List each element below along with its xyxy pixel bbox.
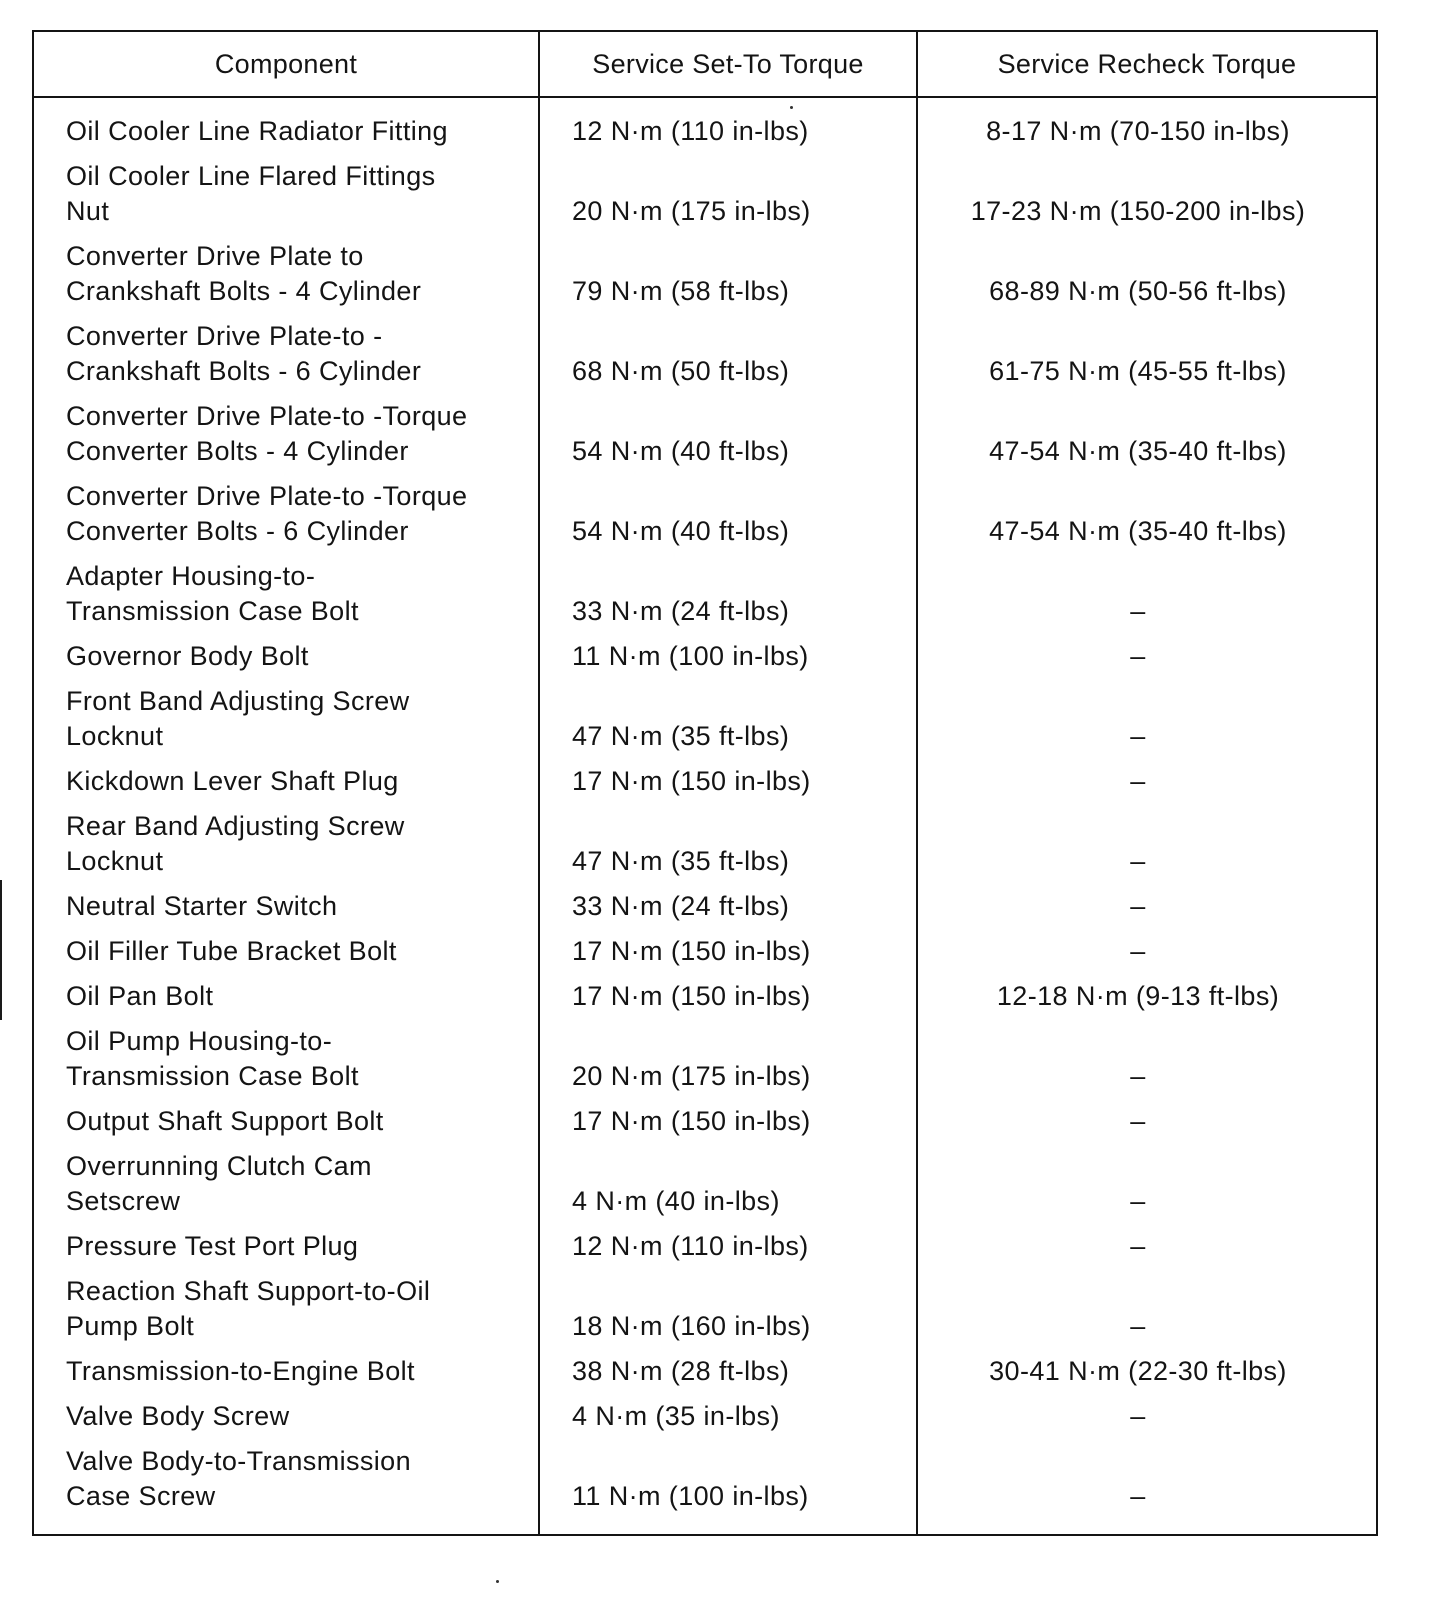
set-to-torque-cell: 4 N·m (40 in-lbs) bbox=[539, 1144, 917, 1224]
recheck-torque-cell: – bbox=[917, 884, 1377, 929]
component-cell bbox=[33, 234, 539, 314]
component-cell bbox=[33, 1349, 539, 1394]
component-name-line: Reaction Shaft Support-to-Oil bbox=[66, 1276, 431, 1306]
component-name-line: Crankshaft Bolts - 6 Cylinder bbox=[66, 356, 422, 386]
table-header bbox=[33, 31, 1377, 97]
table-row bbox=[33, 634, 1377, 679]
component-cell bbox=[33, 634, 539, 679]
table-row bbox=[33, 974, 1377, 1019]
component-name-line: Front Band Adjusting Screw bbox=[66, 686, 410, 716]
component-cell bbox=[33, 759, 539, 804]
component-name-line: Overrunning Clutch Cam bbox=[66, 1151, 372, 1181]
component-cell bbox=[33, 314, 539, 394]
recheck-torque-cell: – bbox=[917, 1439, 1377, 1535]
component-name-line: Adapter Housing-to- bbox=[66, 561, 316, 591]
table-row bbox=[33, 97, 1377, 154]
set-to-torque-cell: 33 N·m (24 ft-lbs) bbox=[539, 554, 917, 634]
set-to-torque-cell: 17 N·m (150 in-lbs) bbox=[539, 929, 917, 974]
set-to-torque-cell: 54 N·m (40 ft-lbs) bbox=[539, 394, 917, 474]
table-row bbox=[33, 234, 1377, 314]
recheck-torque-cell: – bbox=[917, 929, 1377, 974]
set-to-torque-cell: 17 N·m (150 in-lbs) bbox=[539, 1099, 917, 1144]
component-cell bbox=[33, 1099, 539, 1144]
table-row bbox=[33, 1394, 1377, 1439]
recheck-torque-cell: 12-18 N·m (9-13 ft-lbs) bbox=[917, 974, 1377, 1019]
component-cell bbox=[33, 1144, 539, 1224]
torque-specifications-table bbox=[32, 30, 1378, 1536]
recheck-torque-cell: – bbox=[917, 679, 1377, 759]
table-row bbox=[33, 1349, 1377, 1394]
recheck-torque-cell: – bbox=[917, 759, 1377, 804]
column-header-component: Component bbox=[33, 31, 539, 97]
component-cell bbox=[33, 974, 539, 1019]
recheck-torque-cell: 17-23 N·m (150-200 in-lbs) bbox=[917, 154, 1377, 234]
component-cell bbox=[33, 1224, 539, 1269]
table-row bbox=[33, 884, 1377, 929]
recheck-torque-cell: 61-75 N·m (45-55 ft-lbs) bbox=[917, 314, 1377, 394]
component-cell bbox=[33, 1269, 539, 1349]
component-cell bbox=[33, 929, 539, 974]
table-row bbox=[33, 929, 1377, 974]
component-cell bbox=[33, 154, 539, 234]
component-name-line: Locknut bbox=[66, 721, 164, 751]
table-row bbox=[33, 314, 1377, 394]
component-name-line: Transmission Case Bolt bbox=[66, 596, 359, 626]
component-name-line: Case Screw bbox=[66, 1481, 216, 1511]
component-name-line: Kickdown Lever Shaft Plug bbox=[66, 766, 399, 796]
component-cell bbox=[33, 679, 539, 759]
table-row bbox=[33, 394, 1377, 474]
component-name-line: Pressure Test Port Plug bbox=[66, 1231, 359, 1261]
scan-speck bbox=[496, 1580, 499, 1583]
component-name-line: Oil Cooler Line Flared Fittings bbox=[66, 161, 436, 191]
component-name-line: Converter Bolts - 4 Cylinder bbox=[66, 436, 409, 466]
component-name-line: Crankshaft Bolts - 4 Cylinder bbox=[66, 276, 422, 306]
table-row bbox=[33, 1099, 1377, 1144]
set-to-torque-cell: 20 N·m (175 in-lbs) bbox=[539, 154, 917, 234]
table-row bbox=[33, 1269, 1377, 1349]
set-to-torque-cell: 20 N·m (175 in-lbs) bbox=[539, 1019, 917, 1099]
set-to-torque-cell: 79 N·m (58 ft-lbs) bbox=[539, 234, 917, 314]
component-name-line: Valve Body Screw bbox=[66, 1401, 290, 1431]
set-to-torque-cell: 33 N·m (24 ft-lbs) bbox=[539, 884, 917, 929]
set-to-torque-cell: 17 N·m (150 in-lbs) bbox=[539, 974, 917, 1019]
recheck-torque-cell: – bbox=[917, 1099, 1377, 1144]
recheck-torque-cell: – bbox=[917, 554, 1377, 634]
set-to-torque-cell: 38 N·m (28 ft-lbs) bbox=[539, 1349, 917, 1394]
header-row bbox=[33, 31, 1377, 97]
set-to-torque-cell: 12 N·m (110 in-lbs) bbox=[539, 97, 917, 154]
component-name-line: Converter Drive Plate-to -Torque bbox=[66, 481, 468, 511]
table-row bbox=[33, 804, 1377, 884]
component-cell bbox=[33, 1394, 539, 1439]
component-name-line: Converter Drive Plate-to - bbox=[66, 321, 383, 351]
component-name-line: Oil Pump Housing-to- bbox=[66, 1026, 333, 1056]
recheck-torque-cell: – bbox=[917, 1269, 1377, 1349]
component-cell bbox=[33, 1439, 539, 1535]
scan-edge-mark bbox=[0, 880, 2, 1020]
recheck-torque-cell: – bbox=[917, 1019, 1377, 1099]
set-to-torque-cell: 68 N·m (50 ft-lbs) bbox=[539, 314, 917, 394]
table-row bbox=[33, 1439, 1377, 1535]
component-name-line: Setscrew bbox=[66, 1186, 181, 1216]
recheck-torque-cell: – bbox=[917, 634, 1377, 679]
column-header-set-to-torque: Service Set-To Torque bbox=[539, 31, 917, 97]
set-to-torque-cell: 4 N·m (35 in-lbs) bbox=[539, 1394, 917, 1439]
set-to-torque-cell: 17 N·m (150 in-lbs) bbox=[539, 759, 917, 804]
component-cell bbox=[33, 394, 539, 474]
set-to-torque-cell: 18 N·m (160 in-lbs) bbox=[539, 1269, 917, 1349]
column-header-recheck-torque: Service Recheck Torque bbox=[917, 31, 1377, 97]
component-name-line: Valve Body-to-Transmission bbox=[66, 1446, 412, 1476]
component-name-line: Pump Bolt bbox=[66, 1311, 195, 1341]
set-to-torque-cell: 54 N·m (40 ft-lbs) bbox=[539, 474, 917, 554]
component-cell bbox=[33, 804, 539, 884]
component-name-line: Converter Drive Plate-to -Torque bbox=[66, 401, 468, 431]
set-to-torque-cell: 12 N·m (110 in-lbs) bbox=[539, 1224, 917, 1269]
component-name-line: Oil Pan Bolt bbox=[66, 981, 214, 1011]
set-to-torque-cell: 47 N·m (35 ft-lbs) bbox=[539, 679, 917, 759]
component-name-line: Nut bbox=[66, 196, 110, 226]
component-name-line: Neutral Starter Switch bbox=[66, 891, 338, 921]
recheck-torque-cell: – bbox=[917, 1394, 1377, 1439]
component-name-line: Output Shaft Support Bolt bbox=[66, 1106, 384, 1136]
component-name-line: Converter Drive Plate to bbox=[66, 241, 364, 271]
component-name-line: Transmission-to-Engine Bolt bbox=[66, 1356, 415, 1386]
table-body bbox=[33, 97, 1377, 1535]
set-to-torque-cell: 11 N·m (100 in-lbs) bbox=[539, 1439, 917, 1535]
component-name-line: Oil Filler Tube Bracket Bolt bbox=[66, 936, 397, 966]
table-row bbox=[33, 759, 1377, 804]
table-row bbox=[33, 1019, 1377, 1099]
component-cell bbox=[33, 884, 539, 929]
component-name-line: Oil Cooler Line Radiator Fitting bbox=[66, 116, 448, 146]
recheck-torque-cell: 8-17 N·m (70-150 in-lbs) bbox=[917, 97, 1377, 154]
component-cell bbox=[33, 97, 539, 154]
recheck-torque-cell: – bbox=[917, 1224, 1377, 1269]
table-row bbox=[33, 1144, 1377, 1224]
component-cell bbox=[33, 554, 539, 634]
recheck-torque-cell: – bbox=[917, 1144, 1377, 1224]
recheck-torque-cell: 30-41 N·m (22-30 ft-lbs) bbox=[917, 1349, 1377, 1394]
component-name-line: Locknut bbox=[66, 846, 164, 876]
table-row bbox=[33, 679, 1377, 759]
recheck-torque-cell: 47-54 N·m (35-40 ft-lbs) bbox=[917, 394, 1377, 474]
table-row bbox=[33, 554, 1377, 634]
table-row bbox=[33, 1224, 1377, 1269]
set-to-torque-cell: 47 N·m (35 ft-lbs) bbox=[539, 804, 917, 884]
recheck-torque-cell: 47-54 N·m (35-40 ft-lbs) bbox=[917, 474, 1377, 554]
component-name-line: Governor Body Bolt bbox=[66, 641, 309, 671]
recheck-torque-cell: – bbox=[917, 804, 1377, 884]
set-to-torque-cell: 11 N·m (100 in-lbs) bbox=[539, 634, 917, 679]
table-row bbox=[33, 474, 1377, 554]
component-name-line: Transmission Case Bolt bbox=[66, 1061, 359, 1091]
component-cell bbox=[33, 1019, 539, 1099]
recheck-torque-cell: 68-89 N·m (50-56 ft-lbs) bbox=[917, 234, 1377, 314]
component-name-line: Converter Bolts - 6 Cylinder bbox=[66, 516, 409, 546]
component-cell bbox=[33, 474, 539, 554]
component-name-line: Rear Band Adjusting Screw bbox=[66, 811, 405, 841]
table-row bbox=[33, 154, 1377, 234]
